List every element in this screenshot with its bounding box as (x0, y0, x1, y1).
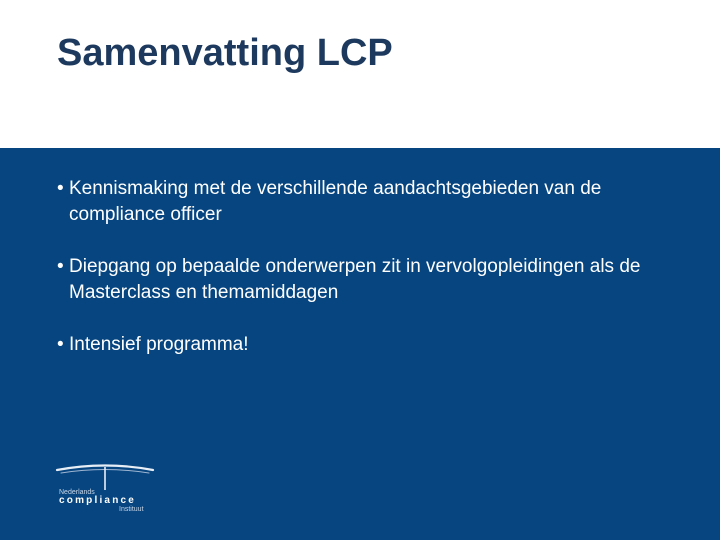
bullet-item (57, 254, 667, 306)
slide-title: Samenvatting LCP (57, 32, 393, 74)
logo-arc-icon (53, 458, 157, 492)
bullet-item (57, 176, 667, 228)
bullet-marker: • (57, 256, 64, 277)
bullet-marker: • (57, 178, 64, 199)
bullet-text: Kennismaking met de verschillende aandachtsgebieden van de compliance officer (69, 178, 602, 225)
bullet-list (57, 176, 667, 384)
bullet-marker: • (57, 334, 64, 355)
bullet-item (57, 332, 667, 358)
bullet-text: Diepgang op bepaalde onderwerpen zit in vervolgopleidingen als de Masterclass en themamiddagen (69, 256, 641, 303)
bullet-text: Intensief programma! (69, 334, 249, 355)
slide-header (0, 0, 720, 148)
logo-line-3: Instituut (119, 506, 144, 513)
logo-line-1: Nederlands (59, 489, 95, 496)
logo-line-2: compliance (59, 495, 137, 506)
nci-logo (53, 458, 157, 514)
